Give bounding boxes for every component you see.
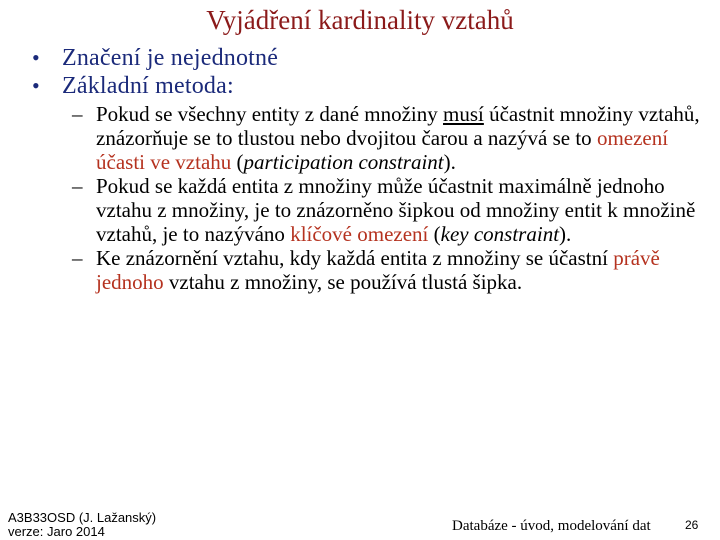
text-run: ( [231,150,244,174]
text-run: ). [559,222,572,246]
bullet-text: Značení je nejednotné [62,45,279,71]
footer-course-line: A3B33OSD (J. Lažanský) [8,510,157,525]
text-run: Pokud se všechny entity z dané množiny [96,102,444,126]
italic-term: participation constraint [243,150,444,174]
bullet-list [32,44,702,100]
subbullet-text [96,246,702,294]
text-run: Ke znázornění vztahu, kdy každá entita z množiny se účastní [96,246,614,270]
footer-version-line: verze: Jaro 2014 [8,524,105,539]
highlighted-term: klíčové omezení [290,222,429,246]
highlighted-term: omezení účasti ve vztahu [96,126,669,174]
bullet-text: Základní metoda: [62,73,234,99]
bullet-marker: • [32,73,40,98]
subbullet-text [96,174,702,246]
text-run: ). [443,150,456,174]
page-number: 26 [685,518,699,532]
footer-center-text: Databáze - úvod, modelování dat [452,518,651,534]
footer-course-info [8,511,156,539]
bullet-marker: • [32,45,40,70]
subbullet-list [72,102,702,294]
subbullet-item [72,102,702,174]
subbullet-marker: – [72,174,83,198]
subbullet-marker: – [72,102,83,126]
bullet-item [32,44,702,72]
text-run: Pokud se každá entita z množiny může účastnit maximálně jednoho vztahu z množiny, je to znázorněno šipkou od množiny entit k množině vztahů, je to nazýváno [96,174,696,246]
text-run: vztahu z množiny, se používá tlustá šipka. [163,270,523,294]
highlighted-term: právě jednoho [96,246,660,294]
underlined-term: musí [443,102,484,126]
subbullet-item [72,246,702,294]
bullet-item [32,72,702,100]
subbullet-marker: – [72,246,83,270]
slide-title: Vyjádření kardinality vztahů [206,5,514,35]
text-run: účastnit množiny vztahů, znázorňuje se to tlustou nebo dvojitou čarou a nazývá se to [96,102,700,150]
italic-term: key constraint [440,222,560,246]
text-run: ( [428,222,441,246]
subbullet-item [72,174,702,246]
subbullet-text [96,102,702,174]
